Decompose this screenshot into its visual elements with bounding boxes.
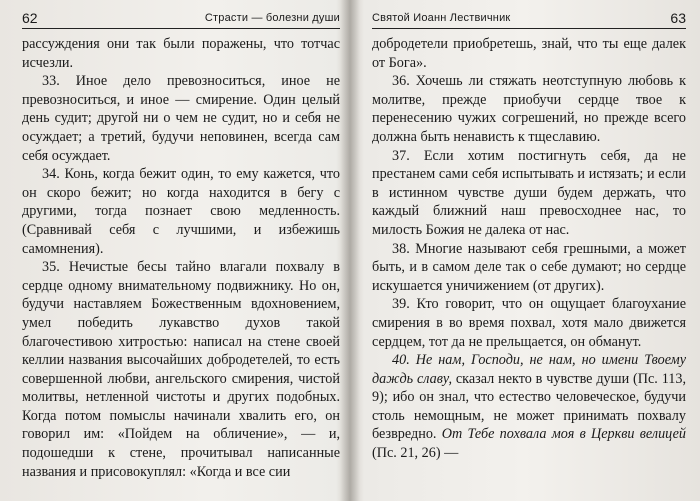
psalm-quote: 40. Не нам, Господи, не нам, но имени Твоему даждь славу,: [372, 352, 686, 387]
paragraph: рассуждения они так были поражены, что тотчас исчезли.: [22, 36, 340, 71]
paragraph-text: сказал некто в чувстве души (Пс. 113, 9); ибо он знал, что естество человеческое, будучи столь немощным, не может принимать похвалу безвредно.: [372, 370, 686, 443]
paragraph: 33. Иное дело превозноситься, иное не превозноситься, и иное — смирение. Один целый день судит; другой ни о чем не судит, но и себя не осуждает; а третий, будучи неповинен, всегда сам себя осуждает.: [22, 73, 340, 164]
paragraph: 37. Если хотим постигнуть себя, да не престанем сами себя испытывать и истязать; и если в истинном чувстве души будем держать, что каждый ближний наш превосходнее нас, то милость Божия не далека от нас.: [372, 147, 686, 238]
left-page: [22, 6, 340, 501]
right-running-title: Святой Иоанн Лествичник: [372, 12, 511, 24]
right-page-header: [372, 6, 686, 29]
left-running-title: Страсти — болезни души: [204, 12, 340, 24]
paragraph: добродетели приобретешь, знай, что ты еще далек от Бога».: [372, 36, 686, 71]
paragraph: 34. Конь, когда бежит один, то ему кажется, что он скоро бежит; но когда находится в бегу с другими, тогда познает свою медленность. (Сравнивай себя с лучшими, и избежишь самомнения).: [22, 166, 340, 257]
right-page-body: [372, 35, 686, 463]
left-page-body: [22, 35, 340, 481]
paragraph: 39. Кто говорит, что он ощущает благоухание смирения в во время похвал, хотя мало движется сердцем, тот да не прельщается, он обманут.: [372, 296, 686, 350]
paragraph-40: [372, 351, 686, 463]
paragraph: 36. Хочешь ли стяжать неотступную любовь к молитве, прежде приобучи сердце твое к перенесению чужих согрешений, но прежде всего должна быть ненависть к тщеславию.: [372, 73, 686, 145]
right-page-number: 63: [670, 10, 686, 26]
right-page: [372, 6, 686, 501]
paragraph: 35. Нечистые бесы тайно влагали похвалу в сердце одному внимательному подвижнику. Но он, будучи наставляем Божественным вдохновением, умел победить лукавство духов такой благочестивою хитростью: написал на стене своей келлии названия высочайших добродетелей, то есть совершенной любви, ангельского смирения, чистой молитвы, нетленной чистоты и других подобных. Когда потом помыслы начинали хвалить его, он говорил им: «Пойдем на обличение», — и, подошедши к стене, прочитывал написанные названия и присовокуплял: «Когда и все сии: [22, 259, 340, 480]
psalm-quote: От Тебе похвала моя в Церкви велицей: [441, 426, 686, 443]
left-page-number: 62: [22, 10, 38, 26]
left-page-header: [22, 6, 340, 29]
book-gutter: [340, 0, 360, 501]
paragraph-text: (Пс. 21, 26) —: [372, 445, 459, 462]
paragraph: 38. Многие называют себя грешными, а может быть, и в самом деле так о себе думают; но сердце искушается уничижением (от других).: [372, 240, 686, 294]
